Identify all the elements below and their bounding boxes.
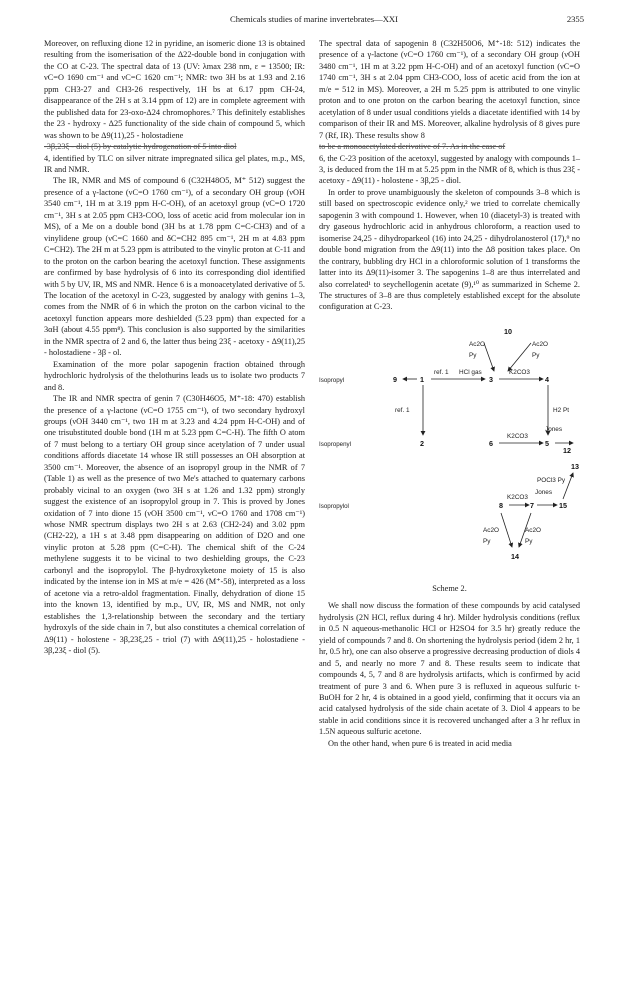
- arrow-10-to-3: [484, 343, 494, 371]
- compound-6: 6: [489, 438, 493, 448]
- reagent-ac2o-py-b: Ac2O Py: [532, 340, 548, 360]
- reagent-ac2o-py-d: Ac2O Py: [525, 526, 541, 546]
- compound-1: 1: [420, 374, 424, 384]
- reagent-h2-pt: H2 Pt: [553, 406, 569, 414]
- compound-14: 14: [511, 551, 519, 561]
- compound-5: 5: [545, 438, 549, 448]
- paragraph: 6, the C-23 position of the acetoxyl, suggested by analogy with compounds 1–3, is deduced from the 1H m at 5.25 ppm in the NMR of 8, which is thus 23ξ - acetoxy - Δ9(11) - holostene - 3β,25 - diol.: [319, 153, 580, 186]
- reagent-k2co3-c: K2CO3: [507, 493, 528, 501]
- paragraph: The IR, NMR and MS of compound 6 (C32H48O5, M⁺ 512) suggest the presence of a γ-lactone (νC=O 1760 cm⁻¹), of a secondary OH group (νOH 3540 cm⁻¹, 1H m at 3.19 ppm H-C-OH), of an acetoxyl group (νC=O 1720 cm⁻¹, 3H s at 2.05 ppm CH3-COO, loss of acetic acid from molecular ion in MS), of a Me on a double bond (3H bs at 1.78 ppm C=C-CH3) and of a vinylidene group (νC=C 1660 and δC=CH2 895 cm⁻¹, 2H m at 4.83 ppm C=CH2). The 2H m at 5.23 ppm is attributed to the vinylic proton at C-11 and to the proton on the carbon bearing the acetoxyl function. These assignments are confirmed by base hydrolysis of 6 into its corresponding diol identified with 5 by UV, IR, MS and NMR. Hence 6 is a monoacetylated derivative of 5. The location of the acetoxyl in C-23, suggested by analogy with genins 1–3, comes from the NMR of 6 in which the proton on the carbon vicinal to the acetoxyl function appears more deshielded (5.23 ppm) than expected for a 3αH (about 4.55 ppm⁸). This conclusion is also supported by the similarities in the NMR spectra of 2 and 6, the latter thus being 23ξ - acetoxy - Δ9(11),25 - holostadiene - 3β - ol.: [44, 176, 305, 358]
- reagent-jones-b: Jones: [535, 488, 553, 496]
- paragraph: The spectral data of sapogenin 8 (C32H50O6, M⁺-18: 512) indicates the presence of a γ-lactone (νC=O 1760 cm⁻¹), of a secondary OH group (νOH 3480 cm⁻¹, 1H m at 3.22 ppm H-C-OH) and of an acetoxyl function (νC=O 1740 cm⁻¹, 3H s at 2.04 ppm CH3-COO, loss of acetic acid from the ion at m/e = 512 in MS). Moreover, a 2H m 5.25 ppm is attributed to one vinylic proton and to one proton on the carbon bearing the acetoxyl function, since acetylation of 8 under usual conditions yields a diacetate identified with 14 by comparison of their IR and MS. Moreover, alkaline hydrolysis of 8 gives pure 7 (Rf, IR). These results show 8: [319, 39, 580, 140]
- reagent-k2co3-a: K2CO3: [509, 368, 530, 376]
- compound-8: 8: [499, 500, 503, 510]
- scheme-caption: Scheme 2.: [432, 583, 467, 593]
- row-label-isopropyl: Isopropyl: [319, 376, 345, 384]
- running-header: [44, 14, 584, 28]
- compound-4: 4: [545, 374, 549, 384]
- compound-12: 12: [563, 445, 571, 455]
- reagent-jones-a: Jones: [545, 425, 563, 433]
- compound-3: 3: [489, 374, 493, 384]
- left-column: [44, 38, 305, 656]
- right-column: [319, 38, 580, 749]
- paragraph: On the other hand, when pure 6 is treated in acid media: [328, 738, 512, 748]
- reagent-ref1-b: ref. 1: [395, 406, 410, 414]
- reagent-ac2o-py-a: Ac2O Py: [469, 340, 485, 360]
- reagent-pocl3-py: POCl3 Py: [537, 476, 566, 484]
- scheme-2-diagram: [319, 321, 580, 579]
- compound-15: 15: [559, 500, 567, 510]
- arrow-8-to-14: [501, 513, 512, 547]
- row-label-isopropenyl: Isopropenyl: [319, 440, 351, 448]
- paragraph: Moreover, on refluxing dione 12 in pyridine, an isomeric dione 13 is obtained resulting from the isomerisation of the Δ22-double bond in conjugation with the CO at C-23. The spectral data of 13 (UV: λmax 238 nm, ε = 13500; IR: νC=O 1690 cm⁻¹ and νC=C 1620 cm⁻¹; NMR: two 3H bs at 1.93 and 2.16 ppm CH3-27 and CH3-26 respectively, 1H bs at 6.17 ppm CH-24, disappearance of the 2H s at 3.14 ppm of 12) are in complete agreement with the published data for 23-oxo-Δ24 chromophores.⁷ This definitely establishes the 23 - hydroxy - Δ25 functionality of the side chain of compound 5, which was shown to be Δ9(11),25 - holostadiene: [44, 39, 305, 140]
- compound-7: 7: [530, 500, 534, 510]
- compound-10: 10: [504, 326, 512, 336]
- compound-9: 9: [393, 374, 397, 384]
- paragraph: 4, identified by TLC on silver nitrate impregnated silica gel plates, m.p., MS, IR and NMR.: [44, 153, 305, 174]
- paragraph: Examination of the more polar sapogenin fraction obtained through hydrochloric hydrolysis of the thelothurins leads us to isolate two products 7 and 8.: [44, 359, 305, 392]
- row-label-isopropylol: Isopropylol: [319, 502, 349, 510]
- reagent-ref1-a: ref. 1: [434, 368, 449, 376]
- paragraph: We shall now discuss the formation of these compounds by acid catalysed hydrolysis (2N HCl, reflux during 4 hr). Milder hydrolysis conditions (reflux in 0.5 N aqueous-methanolic HCl or H2SO4 for 3.5 hr) greatly reduce the yield of compounds 7 and 8. On shortening the hydrolysis period (idem 2 hr, 1 hr, 0.5 hr), one can also observe a progressive decreasing production of diols 4 and 5, and nearly no more 7 and 8. These results seem to indicate that compounds 4, 5, 7 and 8 are hydrolysis artifacts, which is confirmed by acid treatment of pure 3 and 6. When pure 3 is refluxed in aqueous sulfuric t-BuOH for 2 hr, 4 is obtained in a good yield, confirming that it occurs via an acid catalysed hydrolysis of the side chain acetate of 3. Diol 4 appears to be stable in acid conditions since it is recovered unchanged after a 3 hr reflux in 1.5N aqueous sulfuric acetone.: [319, 601, 580, 737]
- header-title: Chemicals studies of marine invertebrates—XXI: [229, 14, 398, 24]
- struck-line: to be a monoacetylated derivative of 7. As in the case of: [319, 142, 506, 152]
- reagent-ac2o-py-c: Ac2O Py: [483, 526, 499, 546]
- compound-13: 13: [571, 461, 579, 471]
- struck-line: -3β,23ξ - diol (5) by catalytic hydrogenation of 5 into diol: [44, 142, 237, 152]
- paragraph: In order to prove unambiguously the skeleton of compounds 3–8 which is still based on spectroscopic evidence only,² we tried to correlate chemically sapogenin 3 with compound 1. However, when 10 (diacetyl-3) is treated with dry gaseous hydrochloric acid in anhydrous chloroform, a reaction used to isomerise 24,25 - dihydroparkeol (16) into 24,25 - dihydrolanosterol (17),⁹ no double bond migration from the Δ9(11) into the Δ8 position takes place. On the contrary, bubbling dry HCl in a chloroformic solution of 1 transforms the latter into its Δ9(11)-isomer 3. The sapogenins 1–8 are thus interrelated and also correlated¹ to seychellogenin acetate (9),¹⁰ as summarized in Scheme 2. The structures of 3–8 are thus completely established except for the absolute configuration at C-23.: [319, 187, 580, 312]
- compound-2: 2: [420, 438, 424, 448]
- paragraph: The IR and NMR spectra of genin 7 (C30H46O5, M⁺-18: 470) establish the presence of a γ-lactone (νC=O 1755 cm⁻¹), of two secondary hydroxyl groups (νOH 3440 cm⁻¹, two 1H m at 3.23 and 4.24 ppm H-C-OH) and of one trisubstituted double bond (1H m at 5.23 ppm C=C-H). The fifth O atom of 7 must belong to a tertiary OH group since acetylation of 7 under usual conditions affords diacetate 14 whose IR still possesses an OH absorption at 3500 cm⁻¹. Moreover, the absence of an isopropyl group in the NMR of 7 (Table 1) as well as the presence of two Me's attached to quaternary carbons probably vicinal to an oxygen (two 3H s at 1.26 and 1.32 ppm) strongly suggest the existence of an isopropylol group in 7. This is proved by Jones oxidation of 7 into dione 15 (νOH 3500 cm⁻¹, νC=O 1760 and 1708 cm⁻¹) whose NMR spectrum displays two 2H s at 2.63 (CH2-24) and 3.02 ppm (CH2-22), a 1H s at 3.48 ppm disappearing on addition of D2O and one vinylic proton at 5.28 ppm (C=C-H). The chemical shift of the C-24 methylene suggests it to be vicinal to two deshielding groups, the C-23 carbonyl and the isopropylol. The β-hydroxyketone moiety of 15 is also indicated by the intense ion in MS at m/e = 426 (M⁺-58), interpreted as a loss of acetone via a retro-aldol fragmentation. Finally, dehydration of dione 15 into the known 13, identified by m.p., UV, IR, MS and NMR, not only establishes the 1,3-relationship between the secondary and the tertiary hydroxyls of the side chain in 7, but also constitutes a chemical correlation of Δ9(11) - holostene - 3β,23ξ,25 - triol (7) with Δ9(11),25 - holostadiene - 3β,23ξ - diol (5).: [44, 394, 305, 656]
- reagent-hcl-gas: HCl gas: [459, 368, 482, 376]
- page-number: 2355: [566, 14, 584, 24]
- reagent-k2co3-b: K2CO3: [507, 432, 528, 440]
